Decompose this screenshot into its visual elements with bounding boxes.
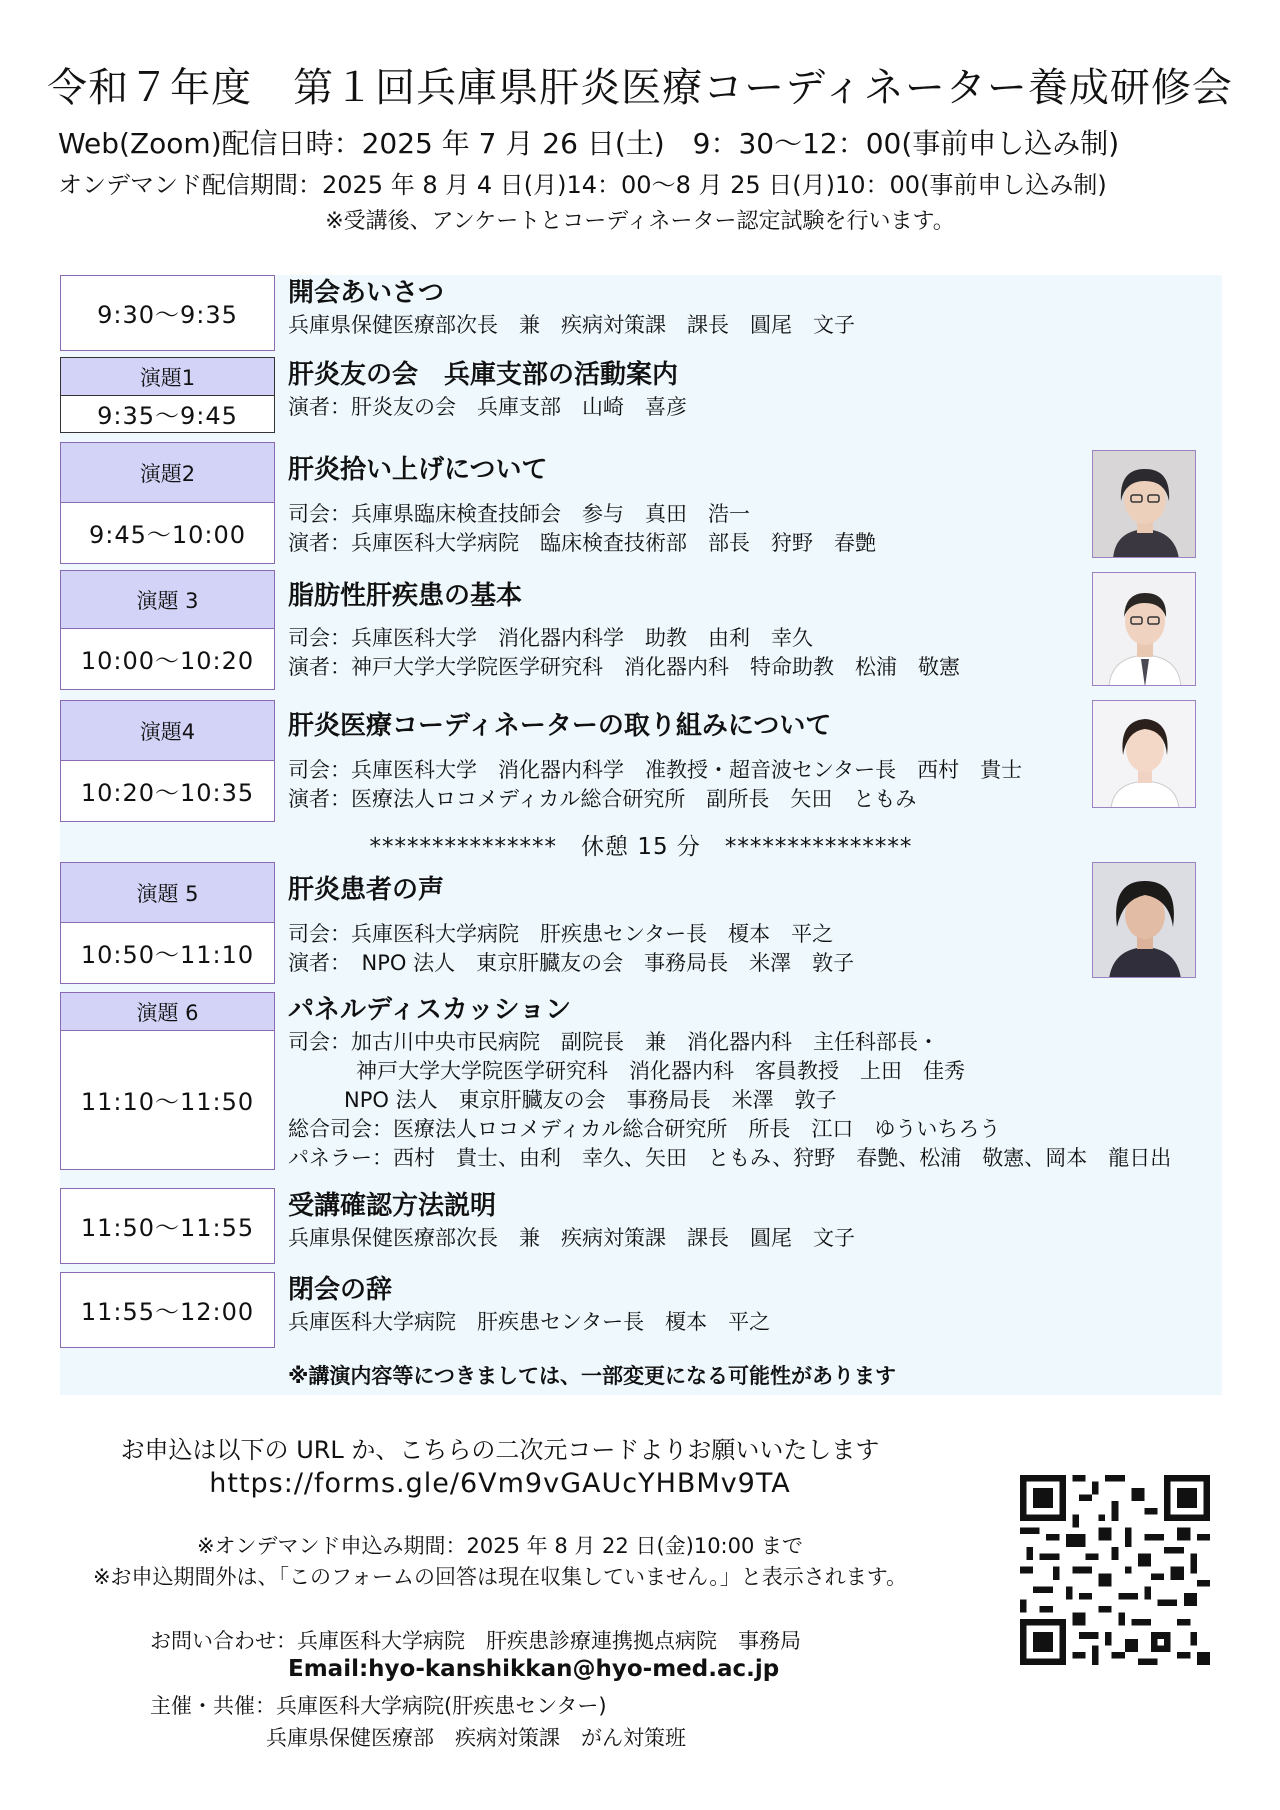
time-label: 10:00〜10:20 <box>80 647 255 675</box>
topic-label: 演題 5 <box>61 863 274 923</box>
program-topic4 <box>60 700 1222 822</box>
session-line: 兵庫医科大学病院 肝疾患センター長 榎本 平之 <box>288 1310 771 1334</box>
session-title: 肝炎友の会 兵庫支部の活動案内 <box>288 360 679 390</box>
session-line: 神戸大学大学院医学研究科 消化器内科 客員教授 上田 佳秀 <box>356 1059 965 1083</box>
session-title: 閉会の辞 <box>288 1275 393 1305</box>
time-label: 10:20〜10:35 <box>80 779 255 807</box>
program-opening <box>60 275 1222 351</box>
session-line: 演者：神戸大学大学院医学研究科 消化器内科 特命助教 松浦 敬憲 <box>288 655 960 679</box>
session-title: 受講確認方法説明 <box>288 1191 497 1221</box>
organizer-line-1: 主催・共催：兵庫医科大学病院(肝疾患センター) <box>150 1694 607 1718</box>
topic-label: 演題2 <box>61 443 274 503</box>
session-line: 司会：加古川中央市民病院 副院長 兼 消化器内科 主任科部長・ <box>288 1030 939 1054</box>
session-detail <box>288 275 1188 340</box>
qr-code-icon[interactable] <box>1020 1475 1210 1665</box>
portrait-photo-icon <box>1093 701 1196 808</box>
session-title: 肝炎患者の声 <box>288 875 445 905</box>
time-label: 10:50〜11:10 <box>80 941 255 969</box>
session-title: 肝炎医療コーディネーターの取り組みについて <box>288 711 832 741</box>
session-line: 総合司会：医療法人ロコメディカル総合研究所 所長 江口 ゆういちろう <box>288 1117 1001 1141</box>
session-detail <box>288 442 1188 558</box>
time-box <box>60 570 275 690</box>
time-label: 11:55〜12:00 <box>80 1298 255 1326</box>
topic-label: 演題 3 <box>61 571 274 629</box>
session-detail <box>288 570 1188 682</box>
program-topic1 <box>60 357 1222 433</box>
contact-info: お問い合わせ：兵庫医科大学病院 肝疾患診療連携拠点病院 事務局 <box>150 1629 801 1653</box>
session-title: パネルディスカッション <box>288 995 572 1025</box>
break-notice: *************** 休憩 15 分 *************** <box>369 834 913 860</box>
time-box <box>60 1188 275 1264</box>
time-box <box>60 862 275 984</box>
exam-notice: ※受講後、アンケートとコーディネーター認定試験を行います。 <box>325 209 955 234</box>
time-box <box>60 357 275 433</box>
program-topic3 <box>60 570 1222 690</box>
change-notice: ※講演内容等につきましては、一部変更になる可能性があります <box>288 1364 896 1388</box>
session-detail <box>288 862 1188 978</box>
outside-period-notice: ※お申込期間外は、「このフォームの回答は現在収集していません。」と表示されます。 <box>92 1565 908 1589</box>
session-line: 演者：兵庫医科大学病院 臨床検査技術部 部長 狩野 春艶 <box>288 531 876 555</box>
program-confirm <box>60 1188 1222 1264</box>
session-line: パネラー：西村 貴士、由利 幸久、矢田 ともみ、狩野 春艶、松浦 敬憲、岡本 龍日出 <box>288 1146 1172 1170</box>
program-topic5 <box>60 862 1222 984</box>
session-detail <box>288 1188 1188 1253</box>
session-title: 肝炎拾い上げについて <box>288 455 548 485</box>
ondemand-schedule: オンデマンド配信期間：2025 年 8 月 4 日(月)14：00〜8 月 25 日(月)10：00(事前申し込み制) <box>58 171 1107 199</box>
apply-text: お申込は以下の URL か、こちらの二次元コードよりお願いいたします <box>120 1436 880 1464</box>
application-url[interactable]: https://forms.gle/6Vm9vGAUcYHBMv9TA <box>209 1468 791 1499</box>
session-detail <box>288 992 1188 1173</box>
session-line: 演者： NPO 法人 東京肝臓友の会 事務局長 米澤 敦子 <box>288 951 855 975</box>
program-closing <box>60 1272 1222 1348</box>
session-line: 司会：兵庫医科大学 消化器内科学 准教授・超音波センター長 西村 貴士 <box>288 758 1023 782</box>
topic-label: 演題1 <box>61 358 274 396</box>
speaker-photo <box>1092 862 1196 978</box>
session-line: 司会：兵庫県臨床検査技師会 参与 真田 浩一 <box>288 502 750 526</box>
session-detail <box>288 357 1188 422</box>
ondemand-period: ※オンデマンド申込み期間：2025 年 8 月 22 日(金)10:00 まで <box>196 1534 804 1558</box>
time-label: 9:30〜9:35 <box>97 301 238 329</box>
portrait-photo-icon <box>1093 451 1196 558</box>
time-label: 9:45〜10:00 <box>88 521 247 549</box>
web-schedule: Web(Zoom)配信日時：2025 年 7 月 26 日(土) 9：30〜12：00(事前申し込み制) <box>58 127 1120 160</box>
time-label: 11:50〜11:55 <box>80 1214 255 1242</box>
program-topic2 <box>60 442 1222 564</box>
topic-label: 演題 6 <box>61 993 274 1031</box>
time-label: 11:10〜11:50 <box>80 1088 255 1116</box>
time-box <box>60 275 275 351</box>
contact-email[interactable]: Email:hyo-kanshikkan@hyo-med.ac.jp <box>288 1656 780 1682</box>
session-line: 演者：肝炎友の会 兵庫支部 山崎 喜彦 <box>288 395 687 419</box>
session-line: 兵庫県保健医療部次長 兼 疾病対策課 課長 圓尾 文子 <box>288 1226 855 1250</box>
portrait-photo-icon <box>1093 863 1196 978</box>
page-title: 令和７年度 第１回兵庫県肝炎医療コーディネーター養成研修会 <box>47 65 1233 111</box>
session-detail <box>288 1272 1188 1337</box>
time-label: 9:35〜9:45 <box>97 402 238 430</box>
organizer-line-2: 兵庫県保健医療部 疾病対策課 がん対策班 <box>266 1726 686 1750</box>
session-line: 兵庫県保健医療部次長 兼 疾病対策課 課長 圓尾 文子 <box>288 313 855 337</box>
speaker-photo <box>1092 450 1196 558</box>
session-line: 演者：医療法人ロコメディカル総合研究所 副所長 矢田 ともみ <box>288 787 917 811</box>
time-box <box>60 700 275 822</box>
speaker-photo <box>1092 572 1196 686</box>
topic-label: 演題4 <box>61 701 274 761</box>
session-line: 司会：兵庫医科大学 消化器内科学 助教 由利 幸久 <box>288 626 813 650</box>
session-detail <box>288 700 1188 814</box>
speaker-photo <box>1092 700 1196 808</box>
program-topic6 <box>60 992 1222 1170</box>
session-line: 司会：兵庫医科大学病院 肝疾患センター長 榎本 平之 <box>288 922 834 946</box>
session-title: 脂肪性肝疾患の基本 <box>288 581 523 611</box>
time-box <box>60 992 275 1170</box>
time-box <box>60 1272 275 1348</box>
time-box <box>60 442 275 564</box>
session-title: 開会あいさつ <box>288 278 445 308</box>
portrait-photo-icon <box>1093 573 1196 686</box>
session-line: NPO 法人 東京肝臓友の会 事務局長 米澤 敦子 <box>344 1088 837 1112</box>
